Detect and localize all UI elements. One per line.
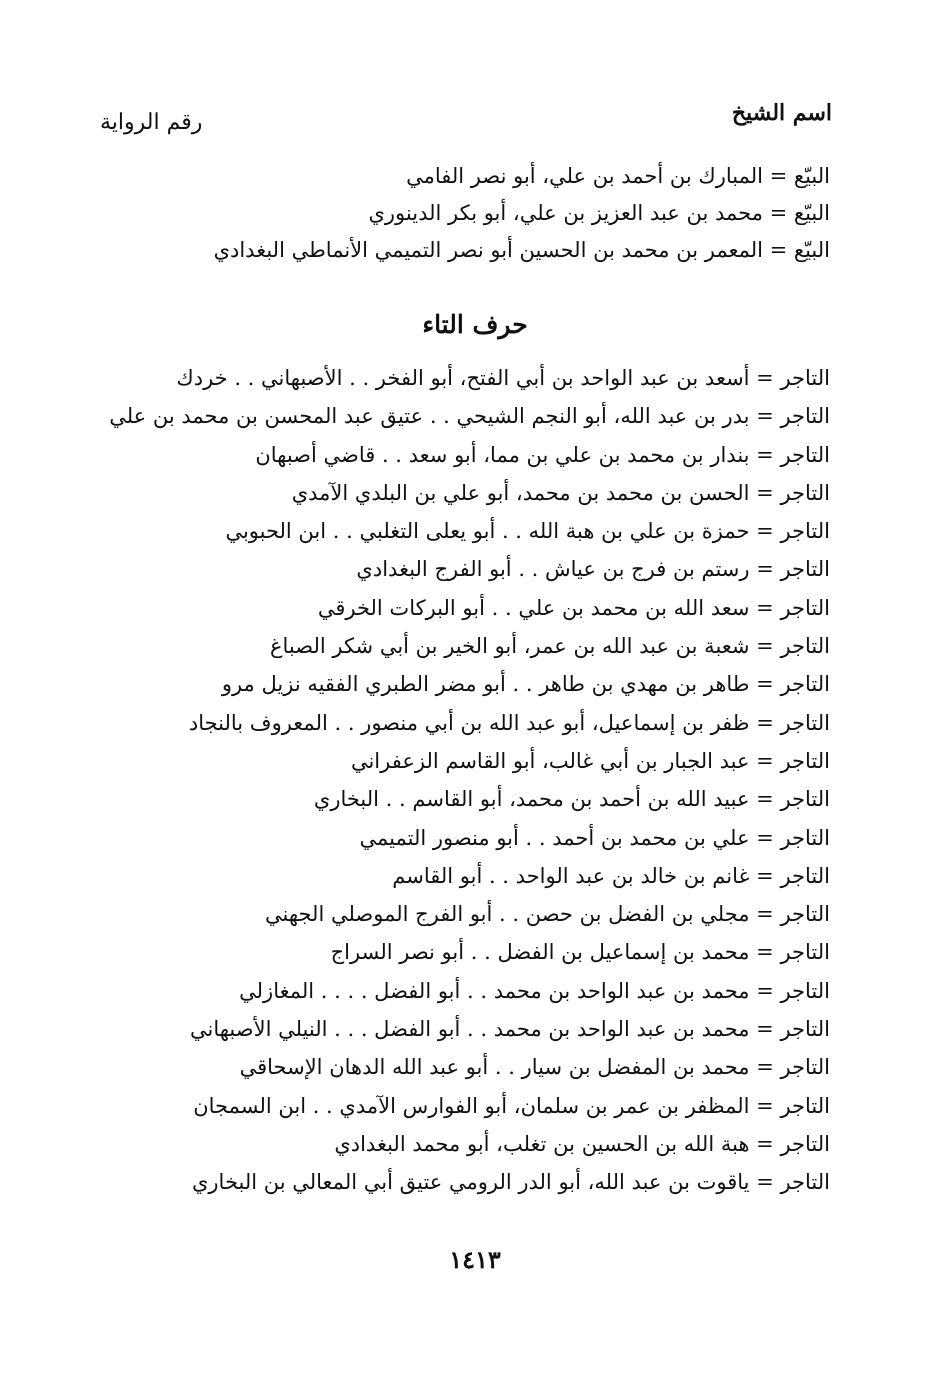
entry-line: التاجر = المظفر بن عمر بن سلمان، أبو الفوارس الآمدي . . ابن السمجان [193,1093,830,1118]
entry-line: التاجر = بندار بن محمد بن علي بن مما، أبو سعد . . قاضي أصبهان [255,442,830,467]
entry-line: التاجر = الحسن بن محمد بن محمد، أبو علي بن البلدي الآمدي [291,480,830,505]
entry-line: التاجر = طاهر بن مهدي بن طاهر . . أبو مضر الطبري الفقيه نزيل مرو [221,672,830,697]
entry-line: التاجر = حمزة بن علي بن هبة الله . . أبو يعلى التغلبي . . ابن الحبوبي [225,519,830,544]
column-header-narration-number: رقم الرواية [100,110,203,135]
page-number: ١٤١٣ [449,1245,501,1274]
column-header-sheikh-name: اسم الشيخ [731,100,832,126]
entry-line: التاجر = ياقوت بن عبد الله، أبو الدر الرومي عتيق أبي المعالي بن البخاري [191,1170,830,1195]
entry-line: التاجر = محمد بن عبد الواحد بن محمد . . أبو الفضل . . . . المغازلي [239,978,830,1003]
entry-line: التاجر = رستم بن فرج بن عياش . . أبو الفرج البغدادي [356,557,830,582]
entry-line: التاجر = مجلي بن الفضل بن حصن . . أبو الفرج الموصلي الجهني [264,902,830,927]
entry-line: البيّع = محمد بن عبد العزيز بن علي، أبو بكر الدينوري [368,201,830,225]
top-entries [214,158,830,269]
entry-line: التاجر = محمد بن المفضل بن سيار . . أبو عبد الله الدهان الإسحاقي [239,1055,830,1080]
entry-line: التاجر = سعد الله بن محمد بن علي . . أبو البركات الخرقي [317,595,830,620]
entry-line: التاجر = هبة الله بن الحسين بن تغلب، أبو محمد البغدادي [334,1131,830,1156]
entry-line: التاجر = عبد الجبار بن أبي غالب، أبو القاسم الزعفراني [350,748,830,773]
section-heading: حرف التاء [422,310,528,339]
entry-line: التاجر = بدر بن عبد الله، أبو النجم الشيحي . . عتيق عبد المحسن بن محمد بن علي [109,404,830,429]
entry-line: التاجر = شعبة بن عبد الله بن عمر، أبو الخير بن أبي شكر الصباغ [269,634,830,659]
entry-line: التاجر = محمد بن عبد الواحد بن محمد . . أبو الفضل . . . النيلي الأصبهاني [190,1017,830,1042]
entry-line: البيّع = المعمر بن محمد بن الحسين أبو نصر التميمي الأنماطي البغدادي [213,238,830,262]
entry-line: التاجر = أسعد بن عبد الواحد بن أبي الفتح، أبو الفخر . . الأصبهاني . . خردك [176,366,830,390]
entry-line: التاجر = علي بن محمد بن أحمد . . أبو منصور التميمي [359,825,830,850]
entry-line: التاجر = عبيد الله بن أحمد بن محمد، أبو القاسم . . البخاري [313,787,830,812]
entry-line: التاجر = محمد بن إسماعيل بن الفضل . . أبو نصر السراج [330,940,830,965]
entry-line: التاجر = ظفر بن إسماعيل، أبو عبد الله بن أبي منصور . . المعروف بالنجاد [188,710,830,735]
entry-line: التاجر = غانم بن خالد بن عبد الواحد . . أبو القاسم [392,863,830,888]
entries-list [109,359,830,1202]
entry-line: البيّع = المبارك بن أحمد بن علي، أبو نصر الفامي [406,164,830,188]
